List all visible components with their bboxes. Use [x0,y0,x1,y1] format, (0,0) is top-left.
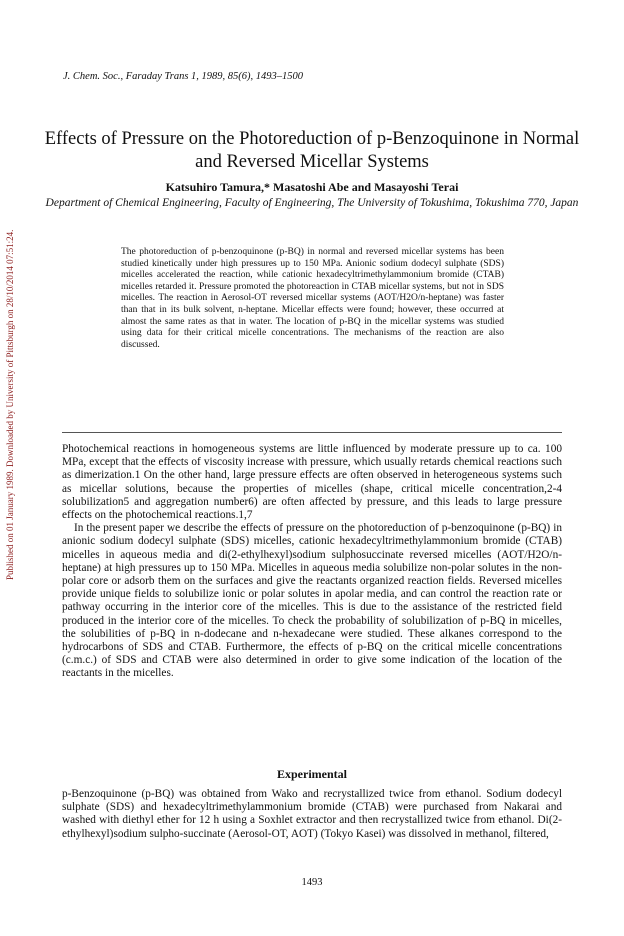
page-number: 1493 [301,877,323,888]
paragraph: Photochemical reactions in homogeneous systems are little influenced by moderate pressure up to ca. 100 MPa, except that the effects of viscosity increase with pressure, which usually retards chemical reactions such as dimerization.1 On the other hand, large pressure effects are often observed in heterogeneous systems such as micellar solutions, because the properties of micelles (shape, critical micelle concentration,2-4 solubilization5 and aggregation number6) are often affected by pressure, and this leads to large pressure effects on the photochemical reactions.1,7 [62,443,562,522]
introduction [62,443,562,681]
download-watermark [3,120,17,580]
paper-title: Effects of Pressure on the Photoreduction of p-Benzoquinone in Normal and Reversed Micellar Systems [44,129,580,172]
author-list: Katsuhiro Tamura,* Masatoshi Abe and Masayoshi Terai [165,180,459,194]
section-heading: Experimental [277,767,347,781]
paragraph: p-Benzoquinone (p-BQ) was obtained from Wako and recrystallized twice from ethanol. Sodium dodecyl sulphate (SDS) and hexadecyltrimethylammonium bromide (CTAB) were purchased from Nakarai and washed with diethyl ether for 12 h using a Soxhlet extractor and then recrystallized twice from ethanol. Di(2-ethylhexyl)sodium sulpho-succinate (Aerosol-OT, AOT) (Tokyo Kasei) was dissolved in methanol, filtered, [62,788,562,840]
abstract: The photoreduction of p-benzoquinone (p-BQ) in normal and reversed micellar systems has been studied kinetically under high pressures up to 150 MPa. Anionic sodium dodecyl sulphate (SDS) micelles accelerated the reaction, while cationic hexadecyltrimethylammonium bromide (CTAB) micelles retarded it. Pressure promoted the photoreaction in CTAB micellar systems, but not in SDS micelles. The reaction in Aerosol-OT reversed micellar systems (AOT/H2O/n-heptane) was faster than that in its bulk solvent, n-heptane. Micellar effects were found; however, these occurred at almost the same rates as that in water. The location of p-BQ in the micellar systems was studied using data for their critical micelle concentrations. The mechanisms of the reaction are also discussed. [121,247,504,350]
download-watermark-text: Published on 01 January 1989. Downloaded by University of Pittsburgh on 28/10/2014 07:51:24. [5,229,15,580]
journal-citation: J. Chem. Soc., Faraday Trans 1, 1989, 85(6), 1493–1500 [63,71,304,82]
abstract-divider [62,432,562,433]
paragraph: In the present paper we describe the effects of pressure on the photoreduction of p-benzoquinone (p-BQ) in anionic sodium dodecyl sulphate (SDS) micelles, cationic hexadecyltrimethylammonium bromide (CTAB) micelles in aqueous media and di(2-ethylhexyl)sodium sulphosuccinate reversed micelles (AOT/H2O/n-heptane) at high pressures up to 150 MPa. Micelles in aqueous media solubilize non-polar solutes in the non-polar core or adsorb them on the surfaces and give the reactants organized reaction fields. Reversed micelles provide unique fields to solubilize ionic or polar solutes in apolar media, and can control the reaction rate or pathway occurring in the interior core of the micelles. This is due to the assistance of the restricted field produced in the interior core of the micelles. To check the probability of solubilization of p-BQ in micelles, the solubilities of p-BQ in n-dodecane and n-hexadecane were studied. These alkanes correspond to the hydrocarbons of SDS and CTAB. Furthermore, the effects of p-BQ on the critical micelle concentrations (c.m.c.) of SDS and CTAB were also determined in order to give some indication of the location of the reactants in the micelles. [62,522,562,680]
affiliation: Department of Chemical Engineering, Faculty of Engineering, The University of Tokushima, Tokushima 770, Japan [45,197,579,209]
experimental-section [62,788,562,841]
